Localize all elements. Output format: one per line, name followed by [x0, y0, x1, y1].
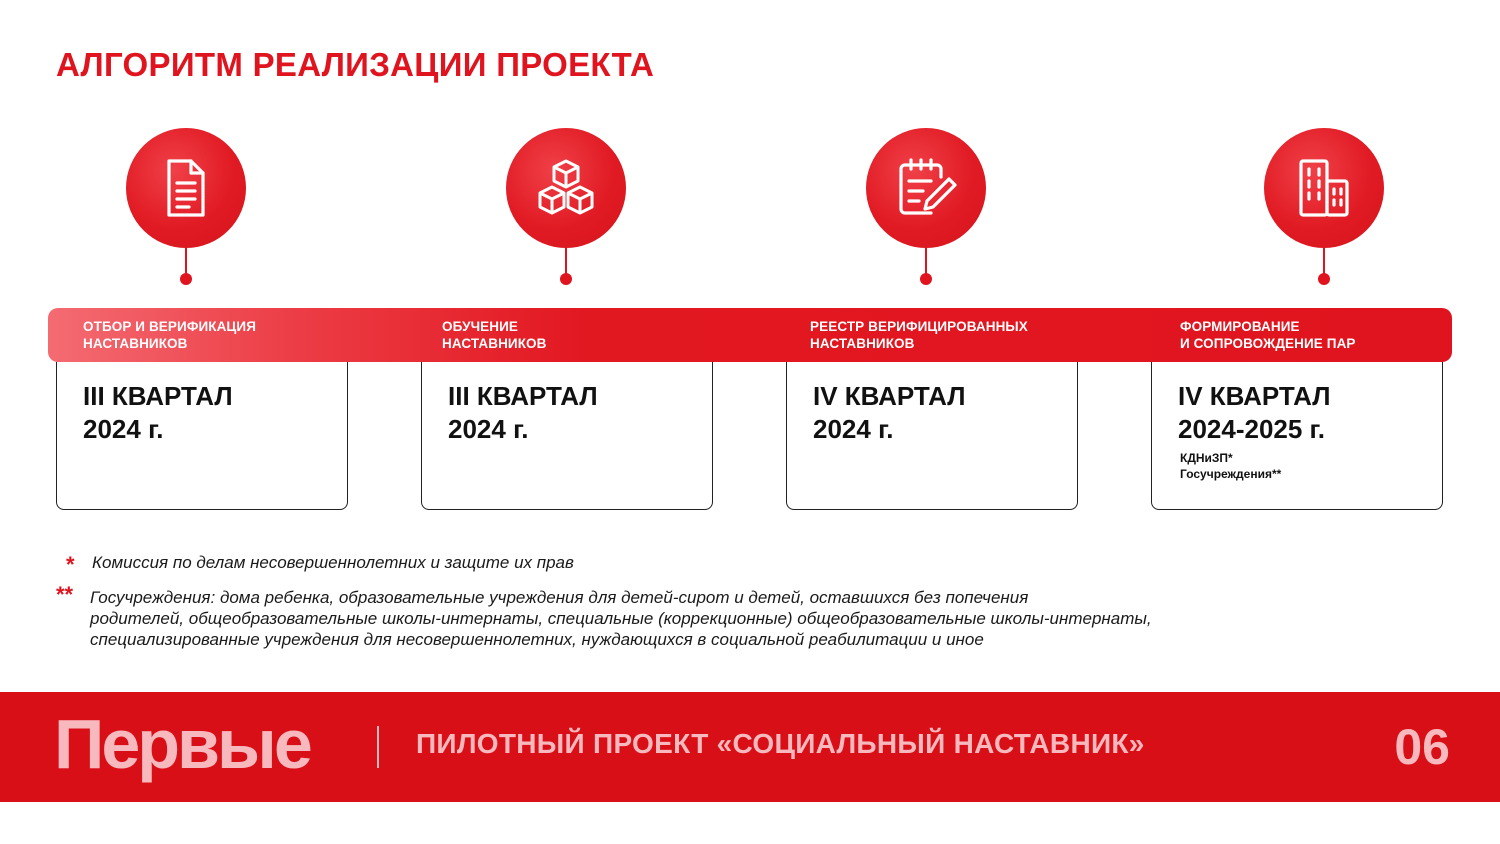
cubes-icon: [533, 155, 599, 221]
document-icon: [153, 155, 219, 221]
step-1-connector: [185, 248, 187, 274]
step-1-icon-circle: [126, 128, 246, 248]
step-4-icon-circle: [1264, 128, 1384, 248]
footnote-1-text: Комиссия по делам несовершеннолетних и защите их прав: [92, 553, 574, 572]
step-3-icon-circle: [866, 128, 986, 248]
project-name: ПИЛОТНЫЙ ПРОЕКТ «СОЦИАЛЬНЫЙ НАСТАВНИК»: [416, 728, 1145, 759]
step-3-card: [786, 362, 1078, 510]
step-4-note: КДНиЗП* Госучреждения**: [1180, 451, 1282, 481]
step-2-period: III КВАРТАЛ 2024 г.: [448, 381, 598, 444]
step-4-dot: [1318, 273, 1330, 285]
step-2-icon-circle: [506, 128, 626, 248]
brand-logo: Первые: [54, 705, 310, 783]
step-2-label: ОБУЧЕНИЕ НАСТАВНИКОВ: [442, 319, 547, 351]
step-4-label: ФОРМИРОВАНИЕ И СОПРОВОЖДЕНИЕ ПАР: [1180, 319, 1356, 351]
page-number: 06: [1394, 719, 1450, 775]
step-2-connector: [565, 248, 567, 274]
footnote-2-mark: **: [56, 582, 74, 607]
footnote-2-text: Госучреждения: дома ребенка, образовательные учреждения для детей-сирот и детей, оставшихся без попечения родителей, общеобразовательные школы-интернаты, специальные (коррекционные) общеобразовательные школы-интернаты, специализированные учреждения для несовершеннолетних, нуждающихся в социальной реабилитации и иное: [90, 588, 1152, 649]
footer-divider: [377, 726, 379, 768]
step-4-connector: [1323, 248, 1325, 274]
step-3-period: IV КВАРТАЛ 2024 г.: [813, 381, 966, 444]
step-3-label: РЕЕСТР ВЕРИФИЦИРОВАННЫХ НАСТАВНИКОВ: [810, 319, 1028, 351]
step-2-dot: [560, 273, 572, 285]
step-1-card: [56, 362, 348, 510]
step-2-card: [421, 362, 713, 510]
step-1-dot: [180, 273, 192, 285]
edit-notepad-icon: [893, 155, 959, 221]
buildings-icon: [1291, 155, 1357, 221]
step-3-connector: [925, 248, 927, 274]
step-4-period: IV КВАРТАЛ 2024-2025 г.: [1178, 381, 1331, 444]
footer-bar: [0, 692, 1500, 802]
step-3-dot: [920, 273, 932, 285]
footnote-1-mark: *: [66, 552, 75, 577]
page-title: АЛГОРИТМ РЕАЛИЗАЦИИ ПРОЕКТА: [56, 46, 655, 83]
step-1-label: ОТБОР И ВЕРИФИКАЦИЯ НАСТАВНИКОВ: [83, 319, 257, 351]
step-1-period: III КВАРТАЛ 2024 г.: [83, 381, 233, 444]
step-4-card: [1151, 362, 1443, 510]
